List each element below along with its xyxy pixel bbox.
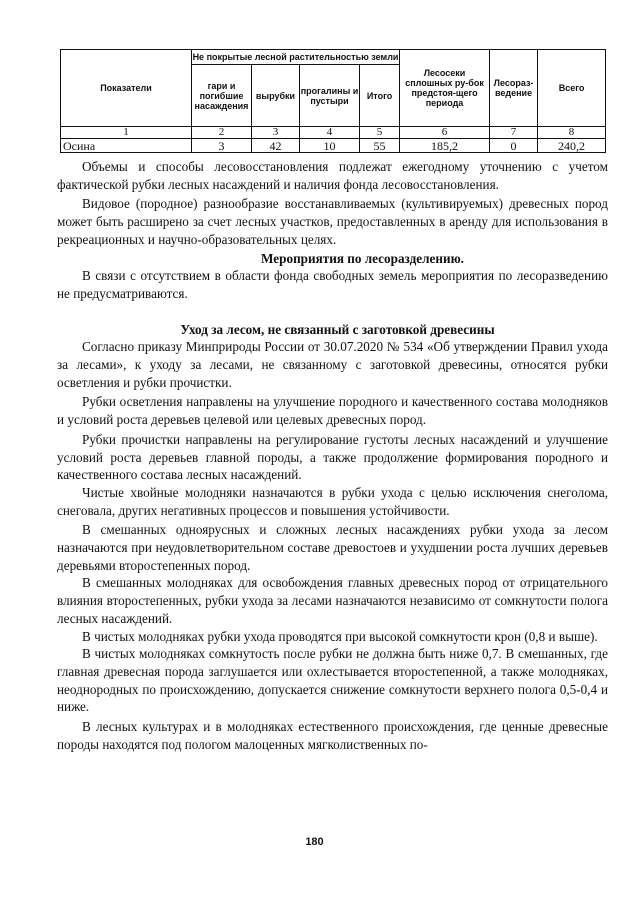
table-cell: 185,2 bbox=[400, 139, 490, 153]
paragraph: Согласно приказу Минприроды России от 30.07.2020 № 534 «Об утверждении Правил ухода за лесами», к уходу за лесами, не связанному с заготовкой древесины, относятся рубки осветления и рубки прочистки. bbox=[57, 339, 608, 390]
paragraph: В смешанных молодняках для освобождения главных древесных пород от отрицательного влияния второстепенных, рубки ухода за лесами назначаются независимо от сомкнутости полога лесных насаждений. bbox=[57, 575, 608, 626]
column-number: 4 bbox=[300, 127, 360, 139]
column-number: 1 bbox=[61, 127, 192, 139]
paragraph: Чистые хвойные молодняки назначаются в рубки ухода с целью исключения снеголома, снеговала, других негативных процессов и повышения устойчивости. bbox=[57, 484, 608, 518]
column-number: 3 bbox=[252, 127, 300, 139]
paragraph: Рубки осветления направлены на улучшение породного и качественного состава молодняков и условий роста деревьев целевой или целевых древесных пород. bbox=[57, 394, 608, 428]
paragraph: В чистых молодняках рубки ухода проводятся при высокой сомкнутости крон (0,8 и выше). bbox=[82, 628, 598, 644]
table-cell: 42 bbox=[252, 139, 300, 153]
column-number: 7 bbox=[490, 127, 538, 139]
section-heading: Мероприятия по лесоразделению. bbox=[261, 250, 464, 266]
paragraph: Рубки прочистки направлены на регулирование густоты лесных насаждений и улучшение условий роста деревьев главной породы, а также продолжение формирования породного и качественного состава лесных насаждений. bbox=[57, 431, 608, 483]
paragraph: В лесных культурах и в молодняках естественного происхождения, где ценные древесные породы находятся под пологом малоценных мягколиственных по- bbox=[57, 719, 608, 752]
paragraph: Объемы и способы лесовосстановления подлежат ежегодному уточнению с учетом фактической рубки лесных насаждений и наличия фонда лесовосстановления. bbox=[57, 159, 608, 192]
header-forest-growing: Лесораз-ведение bbox=[490, 50, 538, 127]
table-cell: 55 bbox=[360, 139, 400, 153]
column-number: 6 bbox=[400, 127, 490, 139]
paragraph: В смешанных одноярусных и сложных лесных насаждениях рубки ухода за лесом назначаются при неудовлетворительном составе древостоев и ухудшении роста лучших деревьев деревьями второстепенных пород. bbox=[57, 522, 608, 573]
forest-data-table bbox=[60, 49, 606, 153]
paragraph: В чистых молодняках сомкнутость после рубки не должна быть ниже 0,7. В смешанных, где главная древесная порода заглушается или охлестывается второстепенной, а также молодняках, неоднородных по происхождению, допускается снижение сомкнутости верхнего полога 0,5-0,4 и ниже. bbox=[57, 646, 608, 715]
table-cell: 3 bbox=[192, 139, 252, 153]
table-cell: 240,2 bbox=[538, 139, 606, 153]
column-number: 8 bbox=[538, 127, 606, 139]
header-clearcut: Лесосеки сплошных ру-бок предстоя-щего периода bbox=[400, 50, 490, 127]
section-heading: Уход за лесом, не связанный с заготовкой древесины bbox=[180, 321, 495, 337]
table-row bbox=[61, 139, 606, 153]
paragraph: Видовое (породное) разнообразие восстанавливаемых (культивируемых) древесных пород может быть расширено за счет лесных участков, предоставленных в аренду для использования в рекреационных и научно-образовательных целях. bbox=[57, 196, 608, 247]
header-burned: гари и погибшие насаждения bbox=[192, 65, 252, 127]
header-all: Всего bbox=[538, 50, 606, 127]
table-cell: 0 bbox=[490, 139, 538, 153]
header-cuttings: вырубки bbox=[252, 65, 300, 127]
header-glades: прогалины и пустыри bbox=[300, 65, 360, 127]
header-total: Итого bbox=[360, 65, 400, 127]
header-not-covered-group: Не покрытые лесной растительностью земли bbox=[192, 50, 400, 65]
table-cell: 10 bbox=[300, 139, 360, 153]
row-species: Осина bbox=[61, 139, 192, 153]
page-number: 180 bbox=[305, 836, 324, 848]
document-body bbox=[57, 158, 608, 754]
column-number: 5 bbox=[360, 127, 400, 139]
header-indicators: Показатели bbox=[61, 50, 192, 127]
column-number: 2 bbox=[192, 127, 252, 139]
paragraph: В связи с отсутствием в области фонда свободных земель мероприятия по лесоразведению не предусматриваются. bbox=[57, 268, 608, 301]
